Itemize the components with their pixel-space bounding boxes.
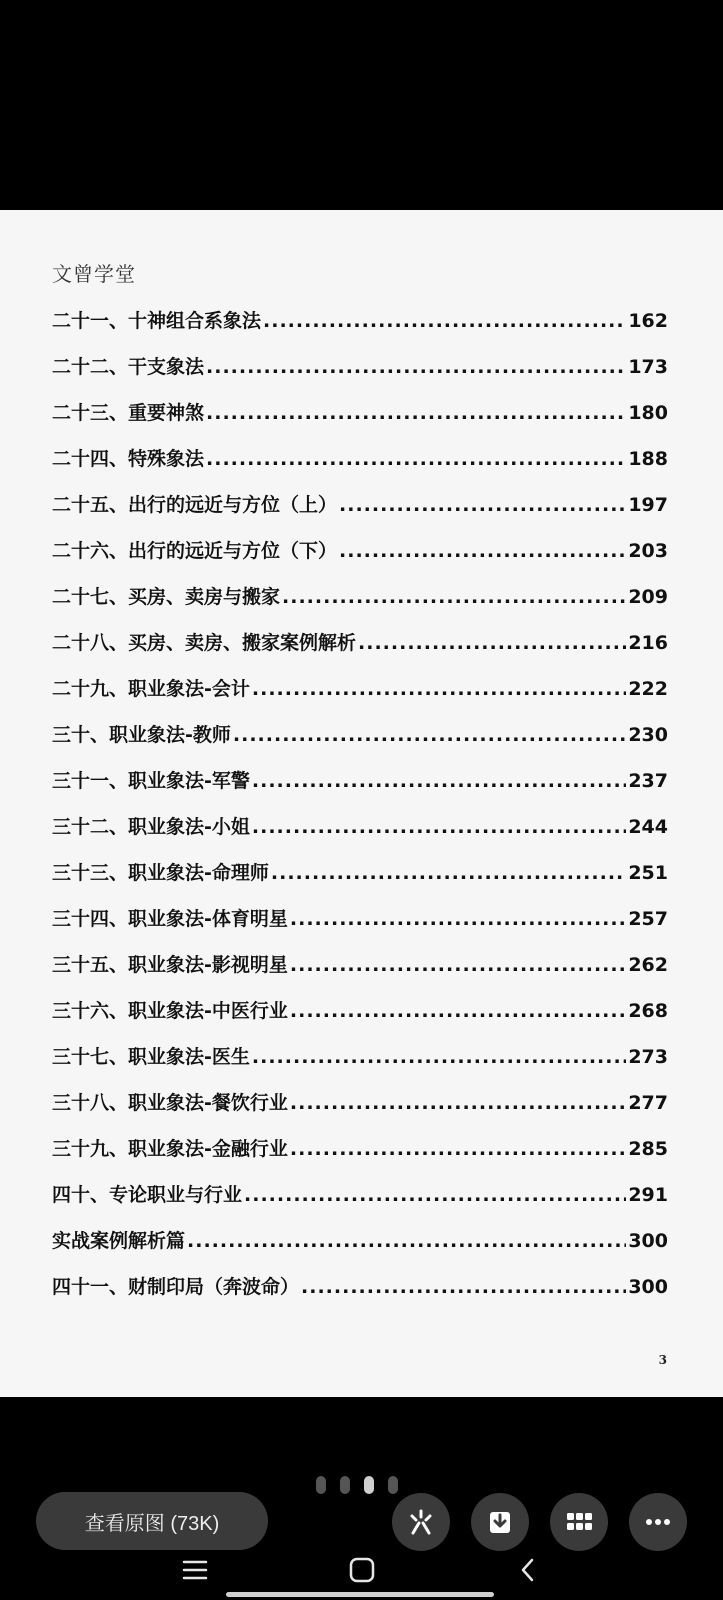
toc-leader-dots: [206, 402, 626, 424]
toc-entry-page: 209: [628, 586, 668, 608]
toc-entry: [52, 1226, 668, 1272]
toc-entry-title: 二十三、重要神煞: [52, 402, 205, 424]
toc-leader-dots: [206, 356, 626, 378]
page-header: 文曾学堂: [52, 262, 136, 286]
toc-entry-page: 222: [628, 678, 668, 700]
system-navigation-bar: [0, 1548, 723, 1600]
document-page: [0, 210, 723, 1397]
toc-entry: [52, 1088, 668, 1134]
toc-leader-dots: [263, 310, 626, 332]
toc-leader-dots: [301, 1276, 626, 1298]
toc-entry-title: 二十八、买房、卖房、搬家案例解析: [52, 632, 357, 654]
toc-entry: [52, 1134, 668, 1180]
download-button[interactable]: [471, 1493, 529, 1551]
toc-entry-title: 四十一、财制印局（奔波命）: [52, 1276, 300, 1298]
toc-entry-title: 三十六、职业象法-中医行业: [52, 1000, 288, 1022]
toc-entry-title: 二十六、出行的远近与方位（下）: [52, 540, 338, 562]
toc-leader-dots: [358, 632, 626, 654]
toc-leader-dots: [206, 448, 626, 470]
toc-entry-title: 二十九、职业象法-会计: [52, 678, 250, 700]
toc-entry: [52, 444, 668, 490]
grid-icon: [564, 1507, 594, 1537]
toc-entry-title: 三十四、职业象法-体育明星: [52, 908, 288, 930]
toc-entry-page: 268: [628, 1000, 668, 1022]
toc-entry-title: 实战案例解析篇: [52, 1230, 186, 1252]
toc-entry-page: 273: [628, 1046, 668, 1068]
toc-entry: [52, 996, 668, 1042]
more-options-button[interactable]: [629, 1493, 687, 1551]
toc-entry-page: 237: [628, 770, 668, 792]
toc-entry-page: 244: [628, 816, 668, 838]
sparkle-icon: [406, 1507, 436, 1537]
toc-entry-title: 四十、专论职业与行业: [52, 1184, 243, 1206]
toc-entry-title: 三十九、职业象法-金融行业: [52, 1138, 288, 1160]
toc-leader-dots: [252, 816, 626, 838]
download-icon: [485, 1507, 515, 1537]
toc-entry-title: 三十二、职业象法-小姐: [52, 816, 250, 838]
toc-leader-dots: [290, 1092, 626, 1114]
toc-entry-page: 251: [628, 862, 668, 884]
toc-entry: [52, 950, 668, 996]
toc-entry-title: 二十七、买房、卖房与搬家: [52, 586, 281, 608]
page-number: 3: [658, 1353, 667, 1367]
toc-entry-page: 277: [628, 1092, 668, 1114]
toc-entry-page: 285: [628, 1138, 668, 1160]
toc-entry-page: 216: [628, 632, 668, 654]
toc-entry-title: 二十五、出行的远近与方位（上）: [52, 494, 338, 516]
toc-leader-dots: [290, 1000, 626, 1022]
toc-entry-title: 二十四、特殊象法: [52, 448, 205, 470]
toc-entry: [52, 904, 668, 950]
toc-entry-title: 三十五、职业象法-影视明星: [52, 954, 288, 976]
toc-entry: [52, 1180, 668, 1226]
toc-leader-dots: [187, 1230, 626, 1252]
toc-entry: [52, 490, 668, 536]
grid-view-button[interactable]: [550, 1493, 608, 1551]
toc-entry-page: 300: [628, 1276, 668, 1298]
page-indicator-dot[interactable]: [316, 1476, 326, 1494]
ai-enhance-button[interactable]: [392, 1493, 450, 1551]
toc-entry: [52, 858, 668, 904]
toc-entry-page: 230: [628, 724, 668, 746]
toc-entry: [52, 1042, 668, 1088]
toc-leader-dots: [252, 678, 626, 700]
toc-leader-dots: [271, 862, 626, 884]
toc-entry: [52, 536, 668, 582]
toc-leader-dots: [339, 540, 626, 562]
toc-entry-page: 291: [628, 1184, 668, 1206]
home-icon[interactable]: [348, 1556, 376, 1584]
toc-entry-title: 二十二、干支象法: [52, 356, 205, 378]
page-indicator-dot-active[interactable]: [364, 1476, 374, 1494]
toc-entry-title: 三十三、职业象法-命理师: [52, 862, 269, 884]
toc-leader-dots: [252, 1046, 626, 1068]
toc-leader-dots: [290, 954, 626, 976]
toc-entry-page: 203: [628, 540, 668, 562]
page-indicator-dot[interactable]: [340, 1476, 350, 1494]
toc-leader-dots: [339, 494, 626, 516]
toc-leader-dots: [233, 724, 626, 746]
toc-leader-dots: [290, 908, 626, 930]
back-icon[interactable]: [516, 1556, 540, 1584]
toc-leader-dots: [244, 1184, 626, 1206]
toc-leader-dots: [282, 586, 626, 608]
toc-entry-title: 二十一、十神组合系象法: [52, 310, 262, 332]
toc-entry: [52, 766, 668, 812]
view-original-button[interactable]: 查看原图 (73K): [36, 1492, 268, 1550]
toc-entry: [52, 720, 668, 766]
toc-entry-page: 257: [628, 908, 668, 930]
toc-entry-page: 180: [628, 402, 668, 424]
toc-entry: [52, 398, 668, 444]
toc-entry: [52, 352, 668, 398]
toc-entry-page: 162: [628, 310, 668, 332]
more-icon: [643, 1507, 673, 1537]
toc-entry-title: 三十七、职业象法-医生: [52, 1046, 250, 1068]
toc-entry-page: 262: [628, 954, 668, 976]
toc-entry-title: 三十一、职业象法-军警: [52, 770, 250, 792]
toc-entry: [52, 582, 668, 628]
toc-entry-page: 173: [628, 356, 668, 378]
toc-entry: [52, 628, 668, 674]
toc-entry-page: 197: [628, 494, 668, 516]
page-indicator-dot[interactable]: [388, 1476, 398, 1494]
toc-entry: [52, 674, 668, 720]
toc-entry: [52, 306, 668, 352]
gesture-home-bar[interactable]: [226, 1592, 494, 1597]
menu-icon[interactable]: [181, 1558, 209, 1582]
toc-entry-title: 三十八、职业象法-餐饮行业: [52, 1092, 288, 1114]
toc-entry-page: 188: [628, 448, 668, 470]
table-of-contents: [52, 306, 668, 1318]
toc-entry: [52, 1272, 668, 1318]
toc-entry-page: 300: [628, 1230, 668, 1252]
toc-entry-title: 三十、职业象法-教师: [52, 724, 231, 746]
toc-leader-dots: [290, 1138, 626, 1160]
toc-leader-dots: [252, 770, 626, 792]
toc-entry: [52, 812, 668, 858]
